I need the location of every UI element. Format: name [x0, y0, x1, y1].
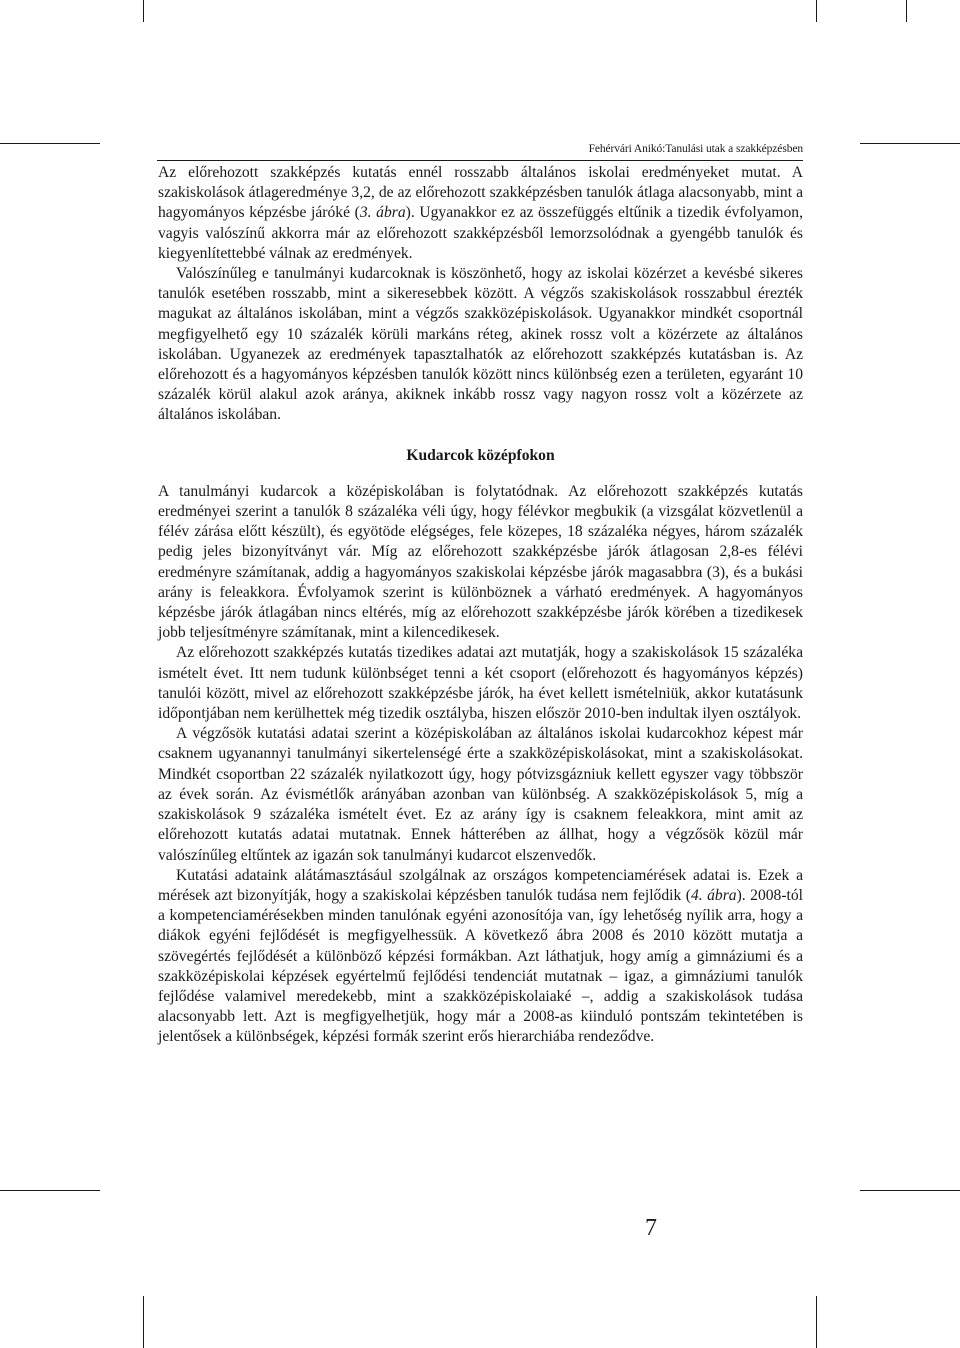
crop-mark — [816, 0, 817, 22]
crop-mark — [0, 1190, 100, 1191]
crop-mark — [860, 1190, 960, 1191]
crop-mark — [143, 0, 144, 22]
figure-reference: 3. ábra — [359, 204, 406, 222]
crop-mark — [906, 0, 907, 22]
paragraph: Kutatási adataink alátámasztásául szolgálnak az országos kompetenciamérések adatai is. Ezek a mérések azt bizonyítják, hogy a szakiskolai képzésben tanulók tudása nem fejlődik (4. ábra). 2008-tól a kompetenciamérésekben minden tanulónak egyéni azonosítója van, így lehetőség nyílik arra, hogy a diákok egyéni fejlődését is megfigyelhessük. A következő ábra 2008 és 2010 között mutatja a szövegértés fejlődését a különböző képzési formákban. Azt láthatjuk, hogy amíg a gimnáziumi és a szakközépiskolai képzések egyértelmű fejlődési tendenciát mutatnak – igaz, a gimnáziumi tanulók fejlődése valamivel meredekebb, mint a szakközépiskolaiaké –, addig a szakiskolások tudása alacsonyabb lett. Azt is megfigyelhetjük, hogy már a 2008-as kiinduló pontszám tekintetében is jelentősek a különbségek, képzési formák szerint erős hierarchiába rendeződve. — [158, 866, 803, 1046]
crop-mark — [860, 143, 960, 144]
page-body — [158, 163, 803, 1048]
running-header: Fehérvári Anikó:Tanulási utak a szakképzésben — [588, 143, 803, 155]
paragraph: A tanulmányi kudarcok a középiskolában is folytatódnak. Az előrehozott szakképzés kutatás eredményei szerint a tanulók 8 százaléka véli úgy, hogy félévkor megbukik (a vizsgálat közvetlenül a félév zárása előtt készült), és egyötöde elégséges, fele közepes, 18 százaléka négyes, három százalék pedig jeles bizonyítványt vár. Míg az előrehozott szakképzésbe járók átlagosan 2,8-es félévi eredményre számítanak, addig a hagyományos szakiskolai képzésbe járók magasabbra (3), és a bukási arány is feleakkora. Évfolyamok szerint is különböznek a várható eredmények. A hagyományos képzésbe járók átlagában nincs eltérés, míg az előrehozott szakképzésbe járók körében a tizedikesek jobb teljesítményre számítanak, mint a kilencedikesek. — [158, 482, 803, 642]
paragraph: Az előrehozott szakképzés kutatás tizedikes adatai azt mutatják, hogy a szakiskolások 15 százaléka ismételt évet. Itt nem tudunk különbséget tenni a két csoport (előrehozott és hagyományos képzés) tanulói között, mivel az előrehozott szakképzésbe járók, ha évet kellett ismételniük, akkor kutatásunk időpontjában nem kerülhettek még tizedik osztályba, hiszen először 2010-ben indultak ilyen osztályok. — [158, 644, 803, 723]
page-number: 7 — [645, 1215, 657, 1241]
section-heading: Kudarcok középfokon — [406, 446, 555, 464]
figure-reference: 4. ábra — [690, 886, 737, 904]
header-rule — [157, 160, 803, 161]
crop-mark — [0, 143, 100, 144]
paragraph: Az előrehozott szakképzés kutatás ennél rosszabb általános iskolai eredményeket mutat. A szakiskolások átlageredménye 3,2, de az előrehozott szakképzésben tanulók átlaga alacsonyabb, mint a hagyományos képzésbe járóké (3. ábra). Ugyanakkor ez az összefüggés eltűnik a tizedik évfolyamon, vagyis valószínű akkorra már az előrehozott szakképzésből lemorzsolódnak a gyengébb tanulók és kiegyenlítettebbé válnak az eredmények. — [158, 164, 803, 262]
crop-mark — [816, 1296, 817, 1348]
crop-mark — [143, 1296, 144, 1348]
paragraph: Valószínűleg e tanulmányi kudarcoknak is köszönhető, hogy az iskolai közérzet a kevésbé sikeres tanulók esetében rosszabb, mint a sikeresebbek között. A végzős szakiskolások rosszabbul érezték magukat az általános iskolában, mint a végzős szakközépiskolások. Ugyanakkor mindkét csoportnál megfigyelhető egy 10 százalék körüli markáns réteg, akinek rossz volt a közérzete az általános iskolában. Ugyanezek az eredmények tapasztalhatók az előrehozott szakképzés kutatásban is. Az előrehozott és a hagyományos képzésben tanulók között nincs különbség ezen a területen, egyaránt 10 százalék körül alakul azok aránya, akiknek inkább rossz vagy nagyon rossz volt a közérzete az általános iskolában. — [158, 265, 803, 424]
paragraph: A végzősök kutatási adatai szerint a középiskolában az általános iskolai kudarcokhoz képest már csaknem ugyanannyi tanulmányi sikertelenségé érte a szakközépiskolásokat, mint a szakiskolásokat. Mindkét csoportban 22 százalék nyilatkozott úgy, hogy pótvizsgázniuk kellett egyszer vagy többször az évek során. Az évismétlők arányában azonban van különbség. A szakközépiskolások 5, míg a szakiskolások 9 százaléka ismételt évet. Ez az arány így is csaknem feleakkora, mint amit az előrehozott kutatás adatai mutatnak. Ennek hátterében az állhat, hogy a végzősök közül már valószínűleg eltűntek az igazán sok tanulmányi kudarcot elszenvedők. — [158, 725, 803, 864]
